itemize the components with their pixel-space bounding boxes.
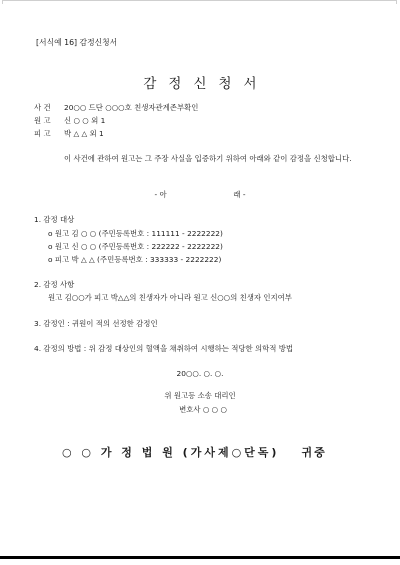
defendant-label: 피 고 — [34, 129, 51, 138]
defendant-value: 박 △ △ 외 1 — [64, 129, 104, 138]
note-heading-left: - 아 — [154, 190, 167, 199]
note-heading — [0, 190, 400, 200]
court-name: ○ ○ 가 정 법 원 (가사제○단독) — [62, 446, 280, 459]
signature-line: 위 원고등 소송 대리인 — [164, 391, 236, 400]
case-value: 20○○ 드단 ○○○호 친생자관계존부확인 — [64, 103, 199, 112]
intro-paragraph: 이 사건에 관하여 원고는 그 주장 사실을 입증하기 위하여 아래와 같이 감정을 신청합니다. — [64, 154, 352, 163]
section-1-title: 1. 감정 대상 — [34, 215, 75, 224]
subject-item: o 피고 박 △ △ (주민등록번호 : 333333 - 2222222) — [48, 255, 222, 264]
document-title: 감정신청서 — [143, 76, 269, 92]
plaintiff-value: 신 ○ ○ 외 1 — [64, 116, 106, 125]
case-label: 사 건 — [34, 103, 51, 112]
respect-suffix: 귀중 — [301, 446, 327, 459]
note-heading-right: 래 - — [233, 190, 246, 199]
addressee — [62, 446, 327, 460]
plaintiff-label: 원 고 — [34, 116, 51, 125]
form-number-label: [서식예 16] 감정신청서 — [36, 38, 118, 47]
filing-date: 20○○. ○. ○. — [176, 369, 224, 378]
section-2-text: 원고 김○○가 피고 박△△의 친생자가 아니라 원고 신○○의 친생자 인지여부 — [48, 293, 292, 302]
subject-item: o 원고 김 ○ ○ (주민등록번호 : 111111 - 2222222) — [48, 229, 223, 238]
section-2-title: 2. 감정 사항 — [34, 280, 75, 289]
section-4: 4. 감정의 방법 : 위 감정 대상인의 혈액을 채취하여 시행하는 적당한 의학적 방법 — [34, 344, 294, 353]
bottom-rule — [0, 556, 400, 559]
subject-item: o 원고 신 ○ ○ (주민등록번호 : 222222 - 2222222) — [48, 242, 223, 251]
section-3: 3. 감정인 : 귀원이 적의 선정한 감정인 — [34, 319, 158, 328]
signature-name: 변호사 ○ ○ ○ — [179, 405, 227, 414]
page-border — [2, 0, 397, 4]
